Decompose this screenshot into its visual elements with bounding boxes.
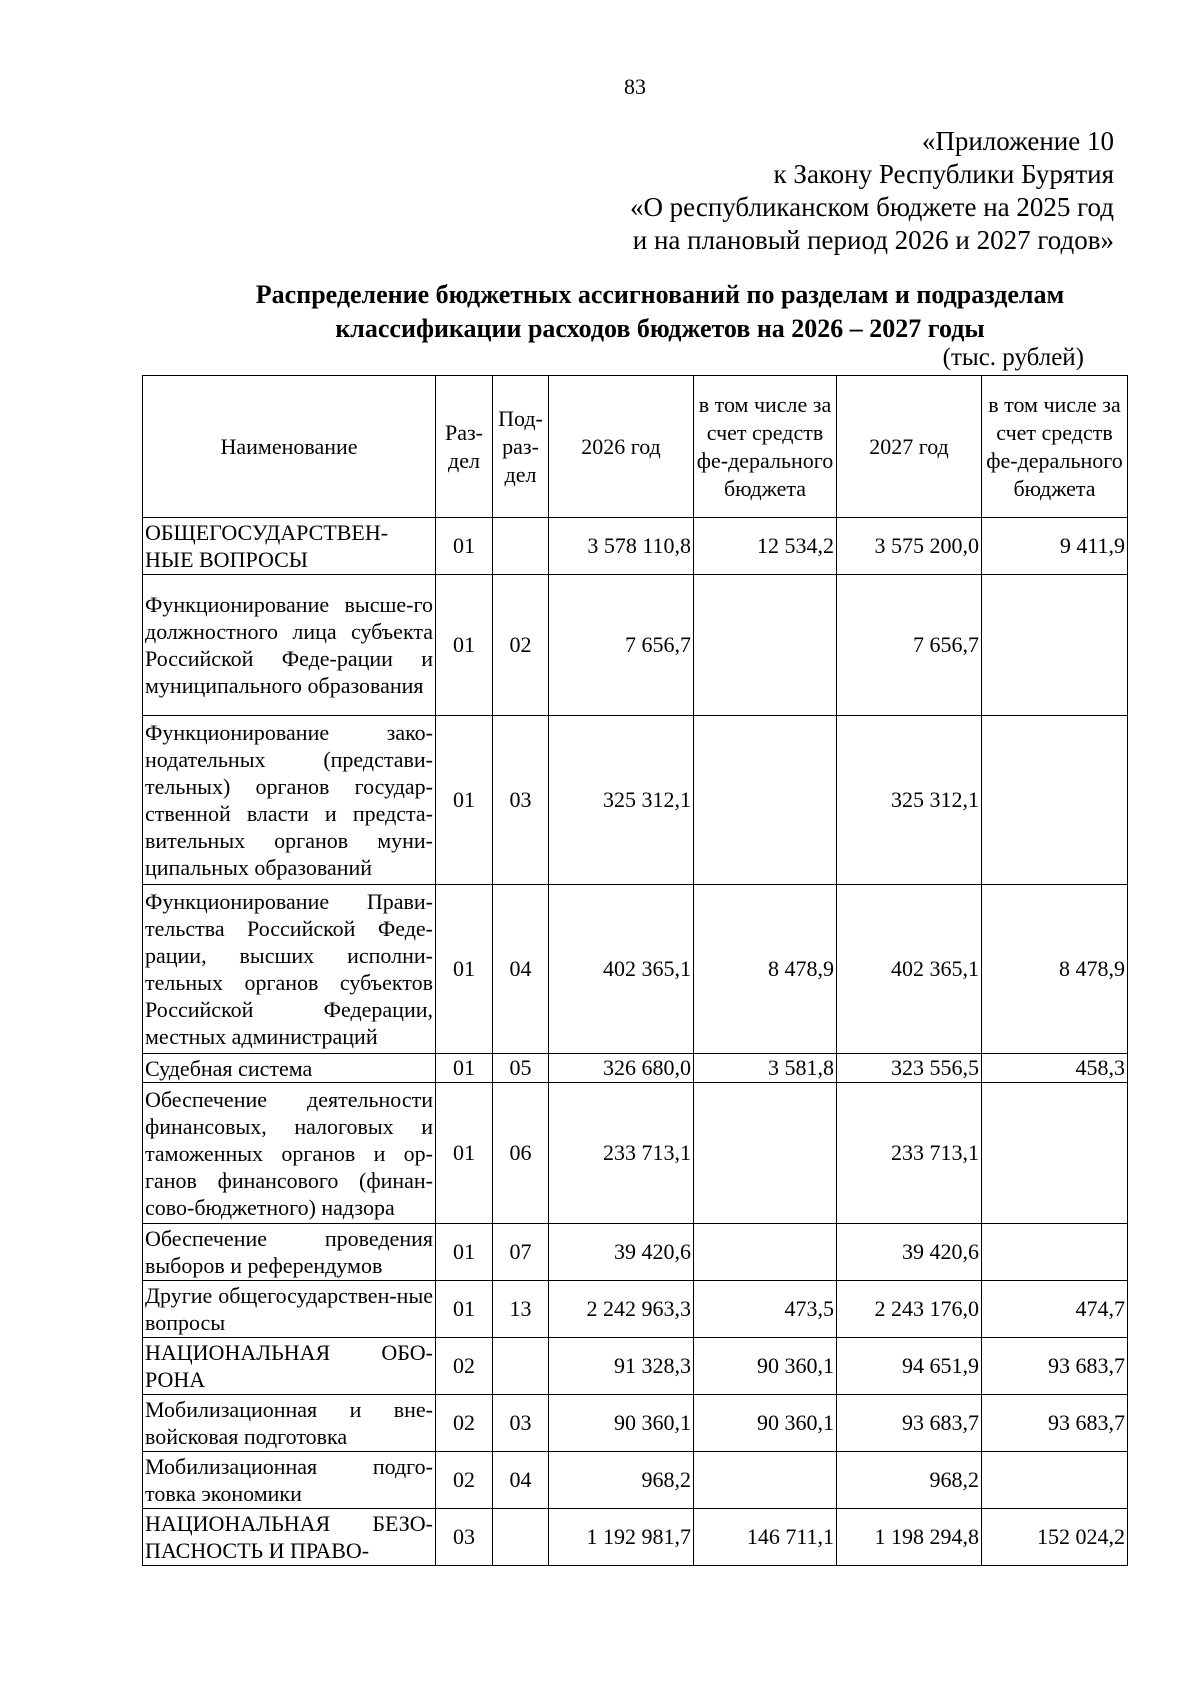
table-row [143,575,1128,716]
appendix-line: «Приложение 10 [921,126,1114,156]
row-subsection [493,1338,549,1395]
header-2027: 2027 год [837,376,982,518]
table-row [143,1338,1128,1395]
row-name: Обеспечение проведения выборов и референдумов [143,1224,436,1281]
header-2026: 2026 год [549,376,694,518]
table-row [143,1509,1128,1566]
row-section: 01 [436,518,493,575]
row-name: Мобилизационная подго-товка экономики [143,1452,436,1509]
budget-table [142,375,1128,1566]
row-name: Функционирование высше-го должностного лица субъекта Российской Феде-рации и муниципального образования [143,575,436,716]
row-section: 02 [436,1452,493,1509]
row-federal-2026: 473,5 [694,1281,837,1338]
table-row [143,1452,1128,1509]
row-name: Функционирование зако-нодательных (представи-тельных) органов государ-ственной власти и предста-вительных органов муни-ципальных образований [143,716,436,885]
units-label: (тыс. рублей) [942,344,1084,371]
row-section: 01 [436,716,493,885]
title-line: классификации расходов бюджетов на 2026 – 2027 годы [335,314,985,343]
row-amount-2027: 93 683,7 [837,1395,982,1452]
row-federal-2026: 12 534,2 [694,518,837,575]
row-subsection: 04 [493,885,549,1054]
row-subsection: 06 [493,1083,549,1224]
row-federal-2027: 8 478,9 [982,885,1128,1054]
row-amount-2027: 233 713,1 [837,1083,982,1224]
row-amount-2026: 402 365,1 [549,885,694,1054]
row-section: 01 [436,575,493,716]
row-name: Функционирование Прави-тельства Российской Феде-рации, высших исполни-тельных органов субъектов Российской Федерации, местных администраций [143,885,436,1054]
row-subsection: 04 [493,1452,549,1509]
row-name: НАЦИОНАЛЬНАЯ БЕЗО-ПАСНОСТЬ И ПРАВО- [143,1509,436,1566]
row-federal-2027: 93 683,7 [982,1395,1128,1452]
row-section: 01 [436,1281,493,1338]
row-amount-2027: 1 198 294,8 [837,1509,982,1566]
header-federal-2027: в том числе за счет средств фе-дерального бюджета [982,376,1128,518]
title-line: Распределение бюджетных ассигнований по разделам и подразделам [255,280,1065,309]
table-row [143,885,1128,1054]
row-federal-2026 [694,1224,837,1281]
row-federal-2026: 3 581,8 [694,1054,837,1083]
row-subsection: 07 [493,1224,549,1281]
row-amount-2027: 3 575 200,0 [837,518,982,575]
row-amount-2026: 233 713,1 [549,1083,694,1224]
row-amount-2026: 7 656,7 [549,575,694,716]
row-amount-2026: 1 192 981,7 [549,1509,694,1566]
row-section: 03 [436,1509,493,1566]
table-row [143,518,1128,575]
row-amount-2026: 968,2 [549,1452,694,1509]
row-federal-2026: 90 360,1 [694,1395,837,1452]
row-subsection: 02 [493,575,549,716]
row-federal-2027 [982,1224,1128,1281]
header-subsection: Под-раз-дел [493,376,549,518]
row-subsection: 03 [493,716,549,885]
row-amount-2027: 39 420,6 [837,1224,982,1281]
table-row [143,1054,1128,1083]
row-section: 01 [436,1083,493,1224]
row-name: Мобилизационная и вне-войсковая подготовка [143,1395,436,1452]
appendix-header [630,125,1114,257]
row-federal-2027 [982,1452,1128,1509]
row-section: 02 [436,1338,493,1395]
document-title [150,278,1170,346]
row-section: 01 [436,885,493,1054]
appendix-line: к Закону Республики Бурятия [773,159,1114,189]
row-name: НАЦИОНАЛЬНАЯ ОБО-РОНА [143,1338,436,1395]
row-subsection: 05 [493,1054,549,1083]
row-federal-2026 [694,575,837,716]
row-amount-2026: 325 312,1 [549,716,694,885]
row-section: 02 [436,1395,493,1452]
row-name: Обеспечение деятельности финансовых, налоговых и таможенных органов и ор-ганов финансового (финан-сово-бюджетного) надзора [143,1083,436,1224]
row-federal-2027: 9 411,9 [982,518,1128,575]
row-amount-2026: 3 578 110,8 [549,518,694,575]
row-subsection: 03 [493,1395,549,1452]
table-header-row [143,376,1128,518]
row-name: Судебная система [143,1054,436,1083]
row-federal-2027: 152 024,2 [982,1509,1128,1566]
row-federal-2026: 146 711,1 [694,1509,837,1566]
row-subsection [493,1509,549,1566]
row-amount-2027: 7 656,7 [837,575,982,716]
row-federal-2027: 474,7 [982,1281,1128,1338]
table-row [143,1224,1128,1281]
row-federal-2026 [694,1452,837,1509]
row-subsection: 13 [493,1281,549,1338]
row-amount-2027: 2 243 176,0 [837,1281,982,1338]
row-amount-2027: 968,2 [837,1452,982,1509]
table-body [143,518,1128,1566]
appendix-line: «О республиканском бюджете на 2025 год [629,192,1114,222]
row-federal-2027 [982,575,1128,716]
row-federal-2027 [982,716,1128,885]
table-row [143,716,1128,885]
table-row [143,1083,1128,1224]
row-federal-2026 [694,1083,837,1224]
row-federal-2026 [694,716,837,885]
row-amount-2026: 90 360,1 [549,1395,694,1452]
row-amount-2026: 39 420,6 [549,1224,694,1281]
row-federal-2026: 90 360,1 [694,1338,837,1395]
header-section: Раз-дел [436,376,493,518]
row-amount-2027: 323 556,5 [837,1054,982,1083]
page-number: 83 [624,74,646,99]
header-name: Наименование [143,376,436,518]
table-row [143,1281,1128,1338]
row-name: Другие общегосударствен-ные вопросы [143,1281,436,1338]
row-amount-2026: 2 242 963,3 [549,1281,694,1338]
row-amount-2026: 326 680,0 [549,1054,694,1083]
row-amount-2027: 94 651,9 [837,1338,982,1395]
table-row [143,1395,1128,1452]
row-amount-2027: 325 312,1 [837,716,982,885]
row-federal-2026: 8 478,9 [694,885,837,1054]
row-subsection [493,518,549,575]
row-federal-2027: 458,3 [982,1054,1128,1083]
row-federal-2027: 93 683,7 [982,1338,1128,1395]
row-section: 01 [436,1054,493,1083]
row-name: ОБЩЕГОСУДАРСТВЕН-НЫЕ ВОПРОСЫ [143,518,436,575]
row-amount-2027: 402 365,1 [837,885,982,1054]
row-federal-2027 [982,1083,1128,1224]
appendix-line: и на плановый период 2026 и 2027 годов» [632,225,1114,255]
row-amount-2026: 91 328,3 [549,1338,694,1395]
header-federal-2026: в том числе за счет средств фе-дерального бюджета [694,376,837,518]
row-section: 01 [436,1224,493,1281]
